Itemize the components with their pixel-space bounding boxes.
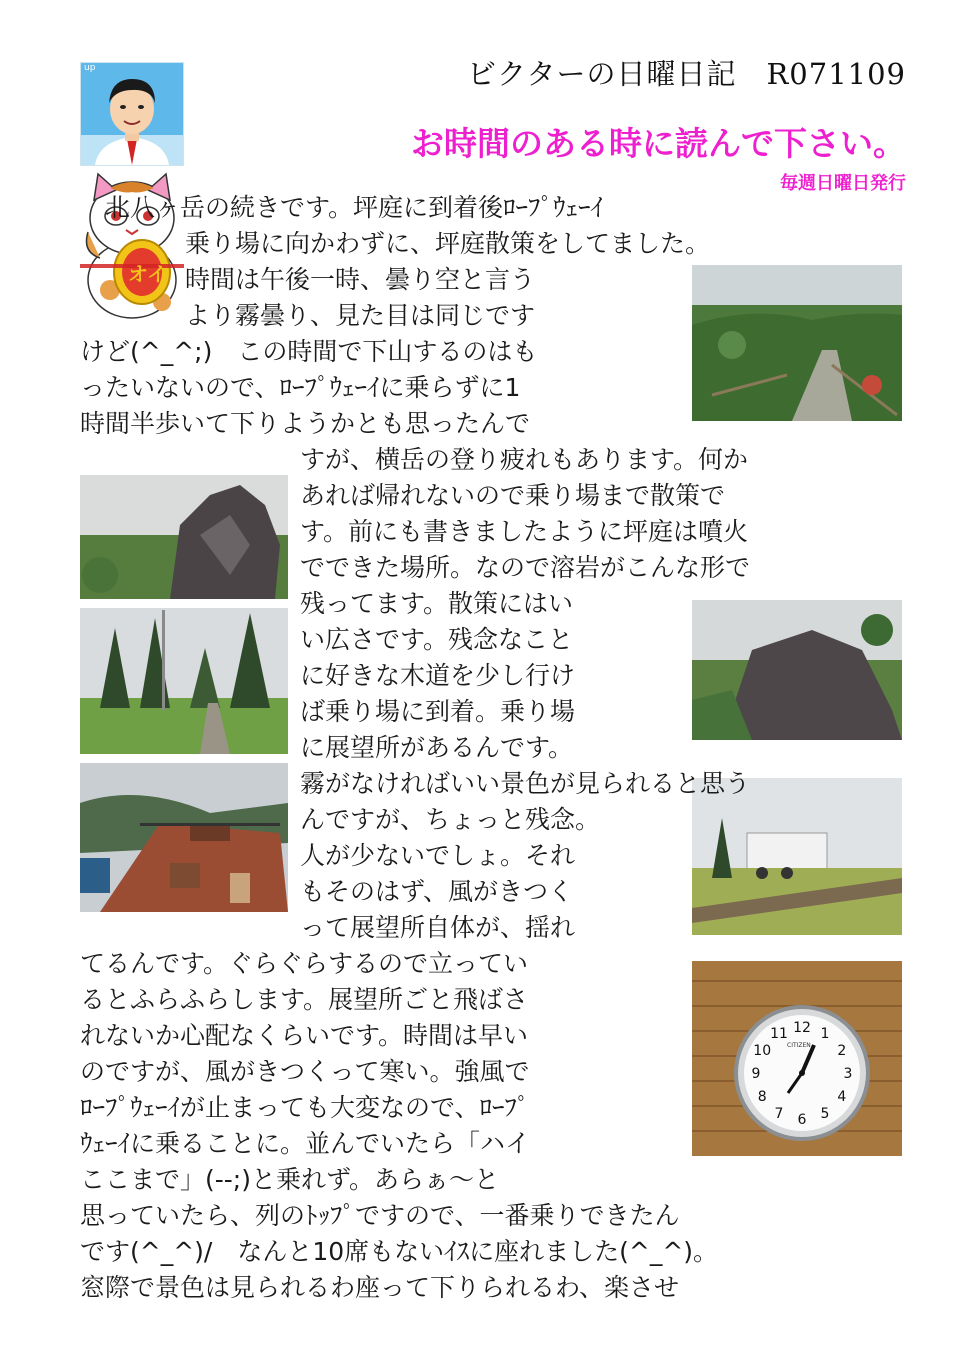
clock-number: 5 [820,1105,830,1122]
body-line: ｳｪｰｲに乗ることに。並んでいたら「ハイ [80,1129,531,1158]
photo-observation-deck [80,763,288,912]
body-line: 時間半歩いて下りようかとも思ったんで [80,409,531,438]
body-line: 残ってます。散策にはい [300,589,574,618]
body-line: のですが、風がきつくって寒い。強風で [80,1057,530,1086]
body-line: い広さです。残念なこと [300,625,574,654]
body-line: に展望所があるんです。 [300,733,574,762]
photo-lava-field [692,600,902,740]
clock-number: 3 [843,1066,853,1082]
clock-number: 9 [751,1066,761,1082]
body-line: けど(^_^;) この時間で下山するのはも [80,337,538,366]
body-line: 窓際で景色は見られるわ座って下りられるわ、楽させ [80,1273,680,1302]
cat-coin-text: オイ [128,262,167,286]
body-line: ば乗り場に到着。乗り場 [300,697,576,726]
clock-number: 2 [837,1043,847,1059]
photo-ropeway-station [692,778,902,935]
photo-wall-clock [692,961,902,1156]
body-line: れないか心配なくらいです。時間は早い [80,1021,529,1050]
body-line: てるんです。ぐらぐらするので立ってい [80,949,529,978]
clock-number: 4 [837,1089,847,1105]
clock-number: 11 [770,1026,788,1043]
publication-note: 毎週日曜日発行 [780,173,906,194]
body-line: です(^_^)/ なんと10席もないｲｽに座れました(^_^)。 [80,1237,719,1266]
avatar-mark: up [84,63,96,73]
body-line: す。前にも書きましたように坪庭は噴火 [300,517,749,546]
body-line: に好きな木道を少し行け [300,661,576,690]
clock-number: 10 [753,1043,772,1059]
photo-trail-in-mist [692,265,902,421]
body-line: 北八ヶ岳の続きです。坪庭に到着後ﾛｰﾌﾟｳｪｰｲ [80,193,604,222]
clock-number: 8 [757,1089,767,1105]
clock-number: 7 [774,1105,784,1122]
body-line: もそのはず、風がきつく [300,877,574,906]
clock-number: 12 [793,1020,811,1036]
diary-title: ビクターの日曜日記 R071109 [467,57,906,91]
body-line: すが、横岳の登り疲れもあります。何か [300,445,749,474]
body-line: あれば帰れないので乗り場まで散策で [300,481,726,510]
photo-forest-boardwalk [80,608,288,754]
body-line: でできた場所。なので溶岩がこんな形で [300,553,751,582]
body-line: 人が少ないでしょ。それ [300,841,576,870]
body-line: ったいないので、ﾛｰﾌﾟｳｪｰｲに乗らずに1 [80,373,521,402]
body-line: より霧曇り、見た目は同じです [185,301,536,330]
author-avatar [80,62,184,166]
body-line: って展望所自体が、揺れ [300,913,576,942]
body-line: 思っていたら、列のﾄｯﾌﾟですので、一番乗りできたん [80,1201,680,1230]
body-line: るとふらふらします。展望所ごと飛ばさ [80,985,529,1014]
body-line: ここまで」(--;)と乗れず。あらぁ～と [80,1165,499,1194]
clock-brand: CITIZEN [787,1042,811,1049]
body-line: 霧がなければいい景色が見られると思う [300,769,751,798]
subtitle: お時間のある時に読んで下さい。 [411,124,906,163]
body-line: んですが、ちょっと残念。 [300,805,601,834]
clock-number: 6 [797,1112,807,1128]
body-line: 乗り場に向かわずに、坪庭散策をしてました。 [185,229,711,258]
clock-number: 1 [820,1026,830,1043]
body-line: 時間は午後一時、曇り空と言う [185,265,536,294]
body-line: ﾛｰﾌﾟｳｪｰｲが止まっても大変なので、ﾛｰﾌﾟ [80,1093,530,1122]
photo-lava-rock [80,475,288,599]
